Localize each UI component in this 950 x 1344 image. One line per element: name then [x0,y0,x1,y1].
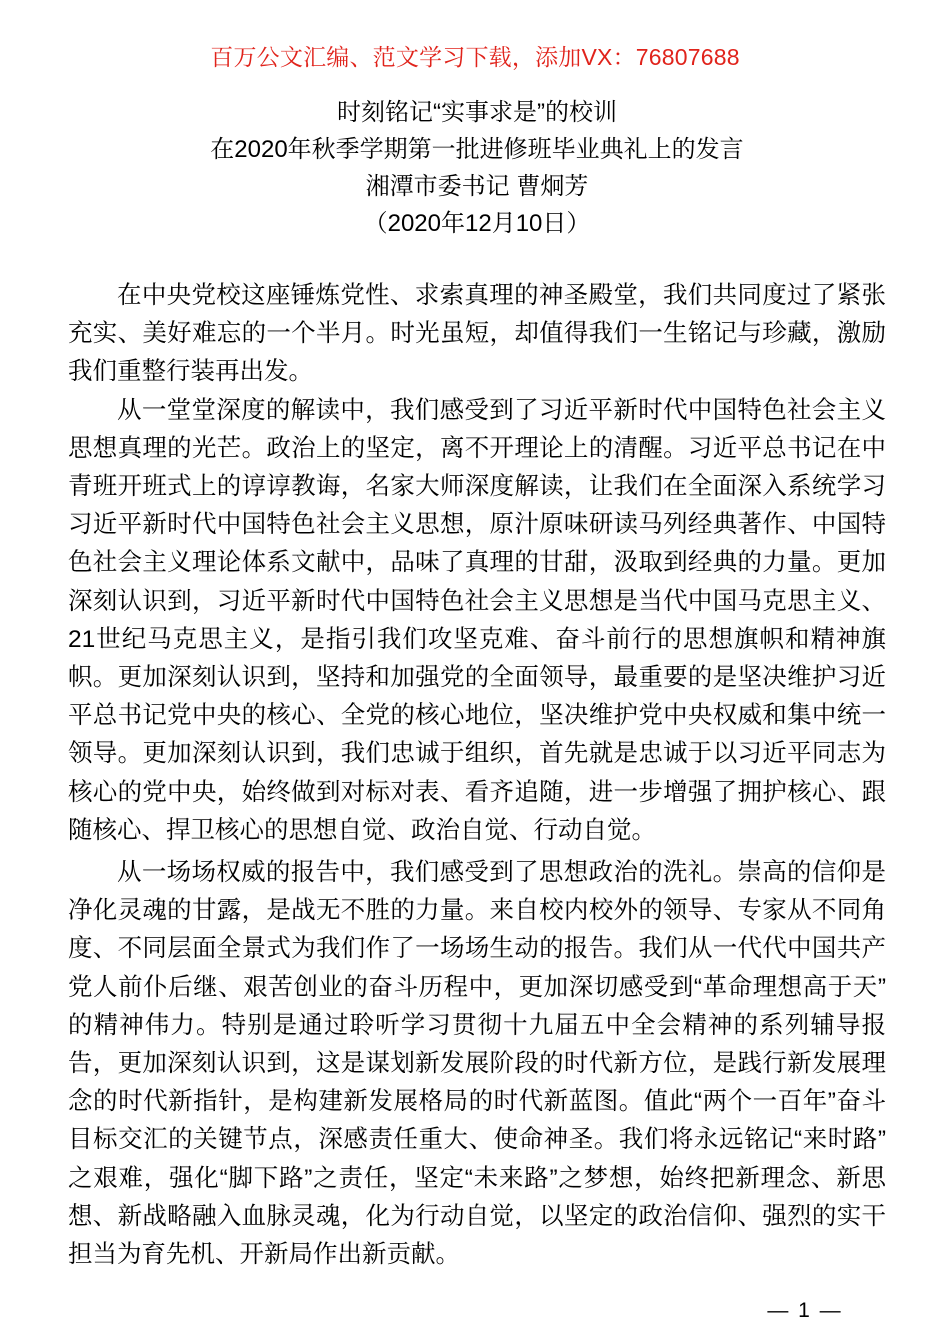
body-paragraph: 从一堂堂深度的解读中，我们感受到了习近平新时代中国特色社会主义思想真理的光芒。政治上的坚定，离不开理论上的清醒。习近平总书记在中青班开班式上的谆谆教诲，名家大师深度解读，让我们在全面深入系统学习习近平新时代中国特色社会主义思想，原汁原味研读马列经典著作、中国特色社会主义理论体系文献中，品味了真理的甘甜，汲取到经典的力量。更加深刻认识到，习近平新时代中国特色社会主义思想是当代中国马克思主义、21世纪马克思主义，是指引我们攻坚克难、奋斗前行的思想旗帜和精神旗帜。更加深刻认识到，坚持和加强党的全面领导，最重要的是坚决维护习近平总书记党中央的核心、全党的核心地位，坚决维护党中央权威和集中统一领导。更加深刻认识到，我们忠诚于组织，首先就是忠诚于以习近平同志为核心的党中央，始终做到对标对表、看齐追随，进一步增强了拥护核心、跟随核心、捍卫核心的思想自觉、政治自觉、行动自觉。 [68,396,886,844]
body-paragraph: 在中央党校这座锤炼党性、求索真理的神圣殿堂，我们共同度过了紧张充实、美好难忘的一个半月。时光虽短，却值得我们一生铭记与珍藏，激励我们重整行装再出发。 [68,282,886,386]
document-body [68,277,886,1274]
body-paragraph: 从一场场权威的报告中，我们感受到了思想政治的洗礼。崇高的信仰是净化灵魂的甘露，是战无不胜的力量。来自校内校外的领导、专家从不同角度、不同层面全景式为我们作了一场场生动的报告。我们从一代代中国共产党人前仆后继、艰苦创业的奋斗历程中，更加深切感受到“革命理想高于天”的精神伟力。特别是通过聆听学习贯彻十九届五中全会精神的系列辅导报告，更加深刻认识到，这是谋划新发展阶段的时代新方位，是践行新发展理念的时代新指针，是构建新发展格局的时代新蓝图。值此“两个一百年”奋斗目标交汇的关键节点，深感责任重大、使命神圣。我们将永远铭记“来时路”之艰难，强化“脚下路”之责任，坚定“未来路”之梦想，始终把新理念、新思想、新战略融入血脉灵魂，化为行动自觉，以坚定的政治信仰、强烈的实干担当为育先机、开新局作出新贡献。 [68,859,886,1269]
promo-watermark-text: 百万公文汇编、范文学习下载，添加VX：76807688 [210,44,740,70]
page-footer [0,1298,950,1324]
document-title: 时刻铭记“实事求是”的校训 [337,99,617,126]
document-subtitle: 在2020年秋季学期第一批进修班毕业典礼上的发言 [210,136,744,163]
page-number: — 1 — [767,1299,843,1322]
title-block [68,94,886,242]
document-author: 湘潭市委书记 曹炯芳 [365,173,589,200]
document-date: （2020年12月10日） [363,210,591,237]
